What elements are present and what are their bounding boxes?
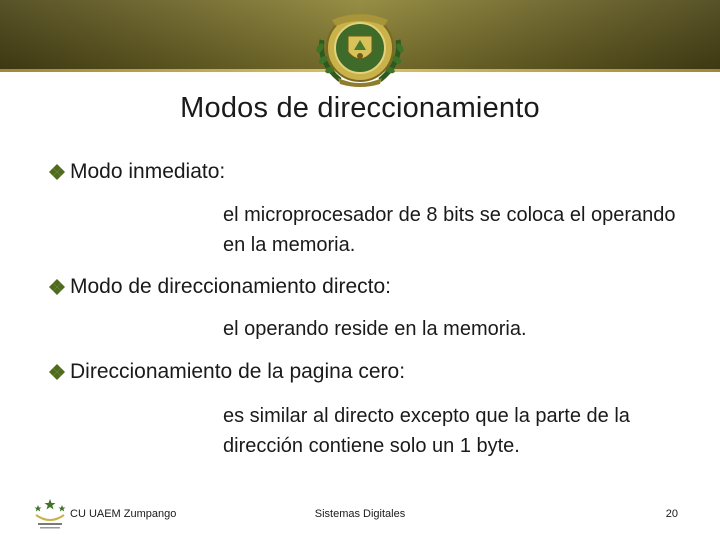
bullet-item bbox=[48, 360, 405, 384]
slide-title: Modos de direccionamiento bbox=[180, 92, 540, 124]
footer-course: Sistemas Digitales bbox=[314, 508, 406, 520]
bullet-description: es similar al directo excepto que la parte de la dirección contiene solo un 1 byte. bbox=[223, 405, 630, 457]
university-seal-icon bbox=[310, 10, 410, 88]
bullet-heading: Modo de direccionamiento directo: bbox=[70, 275, 392, 298]
diamond-bullet-icon bbox=[48, 363, 66, 381]
diamond-bullet-icon bbox=[48, 163, 66, 181]
bullet-heading: Direccionamiento de la pagina cero: bbox=[70, 360, 406, 383]
bullet-description: el operando reside en la memoria. bbox=[223, 318, 527, 340]
bullet-item bbox=[48, 275, 391, 299]
bullet-item bbox=[48, 160, 225, 184]
bullet-description: el microprocesador de 8 bits se coloca el operando en la memoria. bbox=[223, 204, 676, 256]
bullet-heading: Modo inmediato: bbox=[70, 160, 226, 183]
page-number: 20 bbox=[665, 508, 678, 520]
footer-institution: CU UAEM Zumpango bbox=[70, 508, 177, 520]
diamond-bullet-icon bbox=[48, 278, 66, 296]
